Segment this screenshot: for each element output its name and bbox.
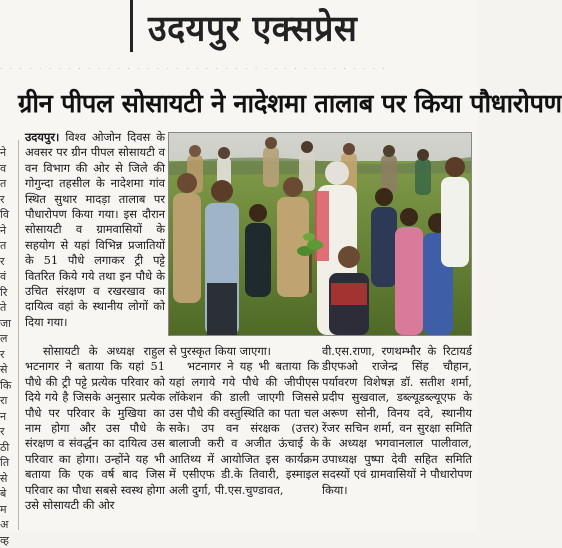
margin-fragment: व [0,161,16,177]
margin-fragment: ने [0,145,16,161]
margin-fragment: न [0,409,16,425]
margin-fragment: ठी [0,440,16,456]
margin-fragment: व्ह [0,533,16,548]
margin-fragment: से [0,471,16,487]
dateline: उदयपुर। [25,130,59,144]
margin-fragment: रा [0,393,16,409]
adjacent-column-fragment [0,145,16,548]
margin-fragment: ल [0,331,16,347]
margin-fragment: ते [0,300,16,316]
margin-fragment: ने [0,223,16,239]
column-divider [18,140,19,530]
article-column-2 [169,344,319,498]
article-column-3 [322,344,472,498]
margin-fragment: जा [0,316,16,332]
margin-fragment: र [0,254,16,270]
margin-fragment: र [0,424,16,440]
article-paragraph-3-end: वी.एस.राणा, रणथम्भौर के रिटायर्ड डीएफओ राजेन्द्र सिंह चौहान, पर्यावरण विशेषज्ञ डॉ. सतीश शर्मा, प्रदीप सुखवाल, डब्ल्यूडब्ल्यूएफ के अरूण सोनी, विनय दवे, स्थानीय रेंजर सचिन शर्मा, वन सुरक्षा समिति के अध्यक्ष भगवानलाल पालीवाल, उपाध्यक्ष पुष्पा देवी सहित समिति सदस्यों एवं ग्रामवासियों ने पौधारोपण किया। [322,344,472,498]
margin-fragment: से [0,362,16,378]
masthead-divider [130,0,133,52]
plantation-photo-illustration [169,133,471,335]
margin-fragment: त [0,238,16,254]
article-photo [168,132,472,336]
margin-fragment: वि [0,207,16,223]
article-column-1-continued [25,344,165,513]
margin-fragment: र [0,347,16,363]
margin-fragment: वं [0,269,16,285]
masthead-title: उदयपुर एक्सप्रेस [148,3,357,53]
article-lead-text: विश्व ओजोन दिवस के अवसर पर ग्रीन पीपल सोसायटी व वन विभाग की ओर से जिले की गोगुन्दा तहसील के नादेशमा गांव स्थित सुथार मादड़ा तालाब पर पौधारोपण किया गया। इस दौरान सोसायटी व ग्रामवासियों के सहयोग से यहां विभिन्न प्रजातियों के 51 पौधे लगाकर ट्री पट्टे वितरित किये गये तथा इन पौधे के उचित संरक्षण व रखरखाव का दायित्व वहां के स्थानीय लोगों को दिया गया। [25,130,165,329]
margin-fragment: अ [0,517,16,533]
dotted-separator: · · · · · · · · · · · · · · · · · · · · · · · · · · · · · · · · · · · · · · · · [0,66,478,72]
margin-fragment: बे [0,486,16,502]
margin-fragment: कि [0,378,16,394]
margin-fragment: म [0,502,16,518]
article-headline: ग्रीन पीपल सोसायटी ने नादेशमा तालाब पर किया पौधारोपण [18,86,478,120]
margin-fragment: त [0,176,16,192]
article-paragraph-2-end: से पुरस्कृत किया जाएगा। [169,344,319,359]
article-paragraph-2: सोसायटी के अध्यक्ष राहुल भटनागर ने बताया कि यहां 51 पौधे की ट्री पट्टे प्रत्येक परिवार को दिये गये है जिसके अनुसार प्रत्येक पौधे पर परिवार के मुखिया का नाम होगा और उस पौधे के संरक्षण व संवर्द्धन का दायित्व उस परिवार का होगा। उन्होंने यह भी बताया कि एक वर्ष बाद जिस परिवार का पौधा सबसे स्वस्थ होगा उसे सोसायटी की ओर [25,344,165,513]
margin-fragment: रि [0,285,16,301]
article-paragraph-3: भटनागर ने यह भी बताया कि यहां लगाये गये पौधे की जीपीएस लॉकेशन की डाली जाएगी जिससे उस पौधे की वस्तुस्थिति का पता चल सके। उप वन संरक्षक (उत्तर) बालाजी करी व अजीत ऊंचाई के आतिथ्य में आयोजित इस कार्यक्रम में एसीएफ डी.के तिवारी, इस्माइल अली दुर्गा, पी.एस.चुण्डावत, [169,359,319,498]
margin-fragment: र [0,192,16,208]
article-column-1 [25,130,165,330]
margin-fragment: ति [0,455,16,471]
